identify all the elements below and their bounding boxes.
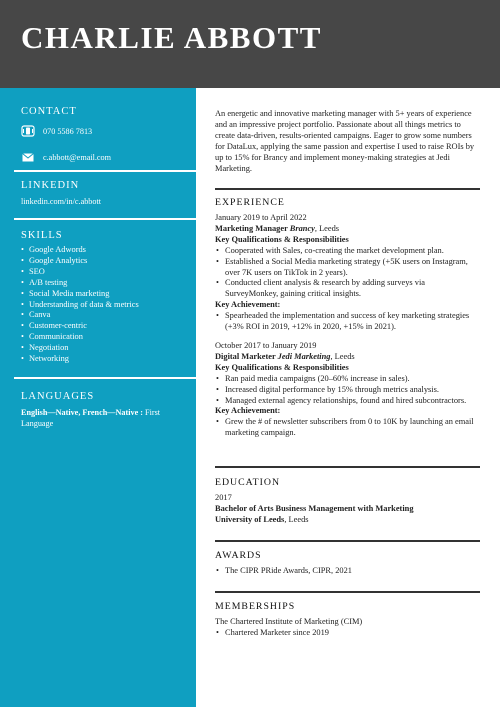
sidebar-divider: [14, 377, 196, 379]
phone-row: [21, 123, 191, 139]
summary: An energetic and innovative marketing manager with 5+ years of experience and an impressive project portfolio. Passionate about all things metrics to create data-driven, results-oriented campaigns. Eager to grow some numbers for DataLux, applying the same passion and expertise I used to raise ROIs by up to 15% for Brancy and implement money-making strategies at Jedi Marketing.: [215, 109, 475, 173]
contact-title: CONTACT: [21, 106, 77, 117]
achievement-list: [215, 311, 480, 333]
email-address[interactable]: c.abbott@email.com: [43, 152, 112, 162]
job-role: Digital Marketer: [215, 351, 278, 361]
job-entry: [215, 213, 480, 333]
qualification-item: • Cooperated with Sales, co-creating the market development plan.: [215, 246, 480, 257]
skills-section: [21, 230, 191, 365]
job-location: , Leeds: [330, 351, 355, 361]
qualifications-list: [215, 374, 480, 407]
memberships-title: MEMBERSHIPS: [215, 601, 296, 612]
job-entry: [215, 341, 480, 439]
skill-item: • Social Media marketing: [21, 289, 191, 300]
phone-number: 070 5586 7813: [43, 126, 93, 136]
languages-text: [21, 407, 191, 429]
linkedin-url[interactable]: linkedin.com/in/c.abbott: [21, 197, 102, 206]
education-location: , Leeds: [284, 514, 309, 524]
membership-item: • Chartered Marketer since 2019: [215, 628, 480, 639]
achievement-label: Key Achievement:: [215, 406, 281, 416]
education-title: EDUCATION: [215, 477, 281, 488]
skill-item: • Canva: [21, 310, 191, 321]
sidebar: [0, 88, 196, 707]
section-divider: [215, 466, 480, 468]
education-school: University of Leeds: [215, 514, 285, 524]
sidebar-divider: [14, 218, 196, 220]
skill-item: • Negotiation: [21, 343, 191, 354]
phone-icon: [21, 125, 35, 137]
achievement-list: [215, 417, 480, 439]
job-heading: [215, 352, 480, 363]
candidate-name: CHARLIE ABBOTT: [21, 20, 322, 55]
education-school-line: [215, 515, 480, 526]
languages-title: LANGUAGES: [21, 391, 95, 402]
job-company: Jedi Marketing: [277, 351, 331, 361]
skill-item: • Customer-centric: [21, 321, 191, 332]
skill-item: • Networking: [21, 354, 191, 365]
memberships-section: [215, 601, 480, 639]
qualification-item: • Established a Social Media marketing strategy (+5K users on Instagram, over 7K users on TikTok in 2 years).: [215, 257, 480, 279]
email-row: [21, 149, 191, 165]
education-year: 2017: [215, 493, 232, 502]
skill-item: • Understanding of data & metrics: [21, 300, 191, 311]
achievement-item: • Spearheaded the implementation and success of key marketing strategies (+3% ROI in 2019, +12% in 2020, +15% in 2021).: [215, 311, 480, 333]
skill-item: • Communication: [21, 332, 191, 343]
job-heading: [215, 224, 480, 235]
section-divider: [215, 591, 480, 593]
job-dates: January 2019 to April 2022: [215, 213, 307, 222]
section-divider: [215, 540, 480, 542]
education-section: [215, 477, 480, 526]
memberships-list: [215, 628, 480, 639]
languages-rest: First Language: [21, 408, 161, 428]
linkedin-title: LINKEDIN: [21, 180, 80, 191]
skill-item: • Google Adwords: [21, 245, 191, 256]
skills-list: [21, 245, 191, 365]
languages-section: [21, 391, 191, 429]
achievement-item: • Grew the # of newsletter subscribers from 0 to 10K by launching an email marketing campaign.: [215, 417, 480, 439]
skill-item: • A/B testing: [21, 278, 191, 289]
qualifications-list: [215, 246, 480, 301]
header-banner: [0, 0, 500, 88]
experience-title: EXPERIENCE: [215, 197, 285, 208]
awards-section: [215, 550, 480, 577]
achievement-label: Key Achievement:: [215, 300, 281, 310]
languages-bold: English—Native, French—Native :: [21, 408, 143, 417]
linkedin-section: [21, 180, 191, 207]
qualification-item: • Conducted client analysis & research by adding surveys via SurveyMonkey, gaining critical insights.: [215, 278, 480, 300]
qualification-item: • Ran paid media campaigns (20–60% increase in sales).: [215, 374, 480, 385]
section-divider: [215, 188, 480, 190]
qualifications-label: Key Qualifications & Responsibilities: [215, 234, 349, 244]
awards-list: [215, 566, 480, 577]
award-item: • The CIPR PRide Awards, CIPR, 2021: [215, 566, 480, 577]
sidebar-divider: [14, 170, 196, 172]
skills-title: SKILLS: [21, 230, 63, 241]
awards-title: AWARDS: [215, 550, 262, 561]
skill-item: • SEO: [21, 267, 191, 278]
contact-section: [21, 106, 191, 165]
qualification-item: • Increased digital performance by 15% through metrics analysis.: [215, 385, 480, 396]
job-location: , Leeds: [314, 223, 340, 233]
qualification-item: • Managed external agency relationships, found and hired subcontractors.: [215, 396, 480, 407]
skill-item: • Google Analytics: [21, 256, 191, 267]
experience-section: [215, 197, 480, 439]
job-company: Brancy: [289, 223, 315, 233]
qualifications-label: Key Qualifications & Responsibilities: [215, 362, 349, 372]
education-degree: Bachelor of Arts Business Management with Marketing: [215, 503, 414, 513]
envelope-icon: [21, 151, 35, 163]
membership-org: The Chartered Institute of Marketing (CIM): [215, 617, 363, 626]
job-role: Marketing Manager: [215, 223, 290, 233]
job-dates: October 2017 to January 2019: [215, 340, 317, 350]
